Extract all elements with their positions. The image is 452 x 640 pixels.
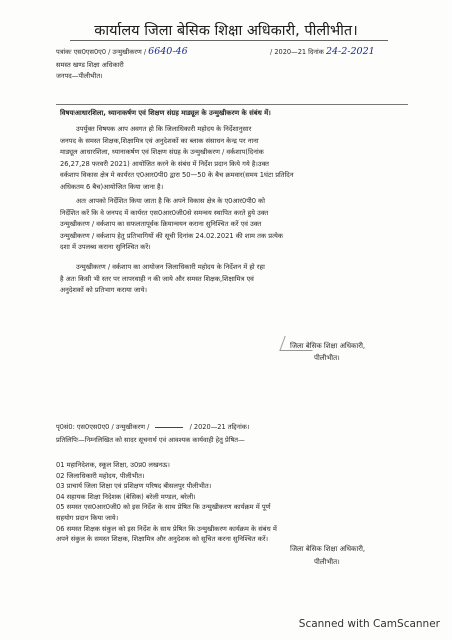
paragraph-2	[60, 196, 408, 254]
paragraph-3-line: अनुदेशकों को प्रतिभाग कराया जाये।	[60, 286, 148, 295]
subject-top-rule	[56, 104, 408, 105]
addressee-line-1: समस्त खण्ड शिक्षा अधिकारी	[56, 61, 124, 69]
subject-line: विषयःआधारशिला, ध्यानाकर्षण एवं शिक्षण संग्रह माड्यूल के उन्मुखीकरण के संबंध में।	[60, 109, 271, 117]
list-item: 04 सहायक शिक्षा निदेशक (बेसिक) बरेली मण्डल, बरेली।	[56, 492, 196, 501]
paragraph-3-line: उन्मुखीकरण / वर्कशाप का आयोजन जिलाधिकारी महोदय के निर्देशन में हो रहा	[76, 263, 265, 271]
list-item: 05 समस्त एस0आर0जी0 को इस निर्देश के साथ प्रेषित कि उन्मुखीकरण कार्यक्रम में पूर्ण	[56, 503, 271, 512]
paragraph-1-line: अधिकतम 6 बैच)आयोजित किया जाना है।	[60, 182, 164, 191]
signature-2-line-2: पीलीभीत।	[314, 558, 340, 566]
paragraph-3	[60, 262, 408, 297]
paragraph-1-line: वर्कशाप विकास क्षेत्र मे कार्यरत ए0आर0पी0 द्वारा 50—50 के बैच क्रमवार(समय 1घंटा प्रतिदिन	[60, 171, 294, 180]
ref-year: / 2020—21 दिनांक	[270, 48, 324, 56]
copy-ref-prefix: पृ0सं0: एस0एस0ए0 / उन्मुखीकरण /	[56, 423, 150, 431]
paragraph-2-line: दशा में उपलब्ध कराना सुनिश्चित करें।	[60, 243, 151, 252]
date-handwritten: 24-2-2021	[325, 46, 375, 57]
ref-number-handwritten: 6640-46	[148, 46, 188, 57]
paragraph-2-line: अतः आपको निर्देशित किया जाता है कि अपने विकास क्षेत्र के ए0आर0पी0 को	[76, 197, 266, 205]
paragraph-2-line: उन्मुखीकरण / वर्कशाप का सफलतापूर्वक क्रियान्वयन कराना सुनिश्चित करें एवं उक्त	[60, 220, 262, 229]
list-item: 03 प्राचार्य जिला शिक्षा एवं प्रशिक्षण परिषद बीसलपुर पीलीभीत।	[56, 482, 212, 491]
ref-date-line	[270, 47, 375, 57]
list-item: 01 महानिदेशक, स्कूल शिक्षा, उ0प्र0 लखनऊ।	[56, 461, 170, 469]
paragraph-1-line: जनपद के समस्त शिक्षक,शिक्षामित्र एवं अनुदेशकों का ब्लाक संसाधन केन्द्र पर नाना	[60, 136, 259, 145]
list-item: 02 जिलाधिकारी महोदय, पीलीभीत।	[56, 471, 145, 480]
signature-2-line-1: जिला बेसिक शिक्षा अधिकारी,	[290, 545, 366, 553]
signature-1-line-1: जिला बेसिक शिक्षा अधिकारी,	[290, 342, 366, 350]
paragraph-2-line: उन्मुखीकरण / वर्कशाप हेतु प्रतिभागियों की सूची दिनांक 24.02.2021 की शाम तक प्रत्येक	[60, 231, 284, 240]
copy-recipient-list	[56, 460, 277, 545]
title-underline	[70, 40, 388, 41]
signature-1-line-2: पीलीभीत।	[314, 354, 340, 362]
list-item: 06 समस्त शिक्षक संकुल को इस निर्देश के साथ प्रेषित कि उन्मुखीकरण कार्यक्रम के संबंध में	[56, 524, 277, 533]
ref-prefix: पत्रांकः एस0एस0ए0 / उन्मुखीकरण /	[56, 48, 147, 56]
paragraph-3-line: है अतः किसी भी स्तर पर लापरवाही न की जाये और समस्त शिक्षक,शिक्षामित्र एवं	[60, 274, 254, 283]
paragraph-1	[60, 124, 408, 194]
copy-ref-line	[56, 424, 249, 431]
ref-line	[56, 47, 188, 57]
addressee-line-2: जनपद—पीलीभीत।	[56, 72, 103, 80]
copy-ref-blank	[155, 427, 183, 428]
paragraph-2-line: निर्देशित करें कि वे जनपद में कार्यरत एस0आर0जी0से समन्वय स्थापित करते हुये उक्त	[60, 208, 269, 217]
office-title: कार्यालय जिला बेसिक शिक्षा अधिकारी, पीलीभीत।	[94, 23, 358, 39]
scanner-watermark: Scanned with CamScanner	[298, 618, 440, 630]
list-item: अपने संकुल के समस्त शिक्षक, शिक्षामित्र और अनुदेशक को सूचित करना सुनिश्चित करें।	[56, 535, 269, 544]
copy-ref-suffix: / 2020—21 तद्दिनांक।	[189, 423, 250, 431]
paragraph-1-line: माड्यूल आधारशिला, ध्यानाकर्षण एवं शिक्षण संग्रह के उन्मुखीकरण / वर्कशाप(दिनांक	[60, 148, 264, 157]
paragraph-1-line: उपर्युक्त विषयक आप अवगत हो कि जिलाधिकारी महोदय के निर्देशानुसार	[76, 125, 252, 133]
copy-intro: प्रतिलिपिः—निम्नलिखित को सादर सूचनार्थ एवं आवश्यक कार्यवाही हेतु प्रेषित—	[56, 436, 245, 444]
list-item: सहयोग प्रदान किया जाये।	[56, 513, 119, 522]
paragraph-1-line: 26,27,28 फरवरी 2021) आयोजित करने के संबंध में निर्देश प्रदान किये गये है।उक्त	[60, 159, 269, 168]
